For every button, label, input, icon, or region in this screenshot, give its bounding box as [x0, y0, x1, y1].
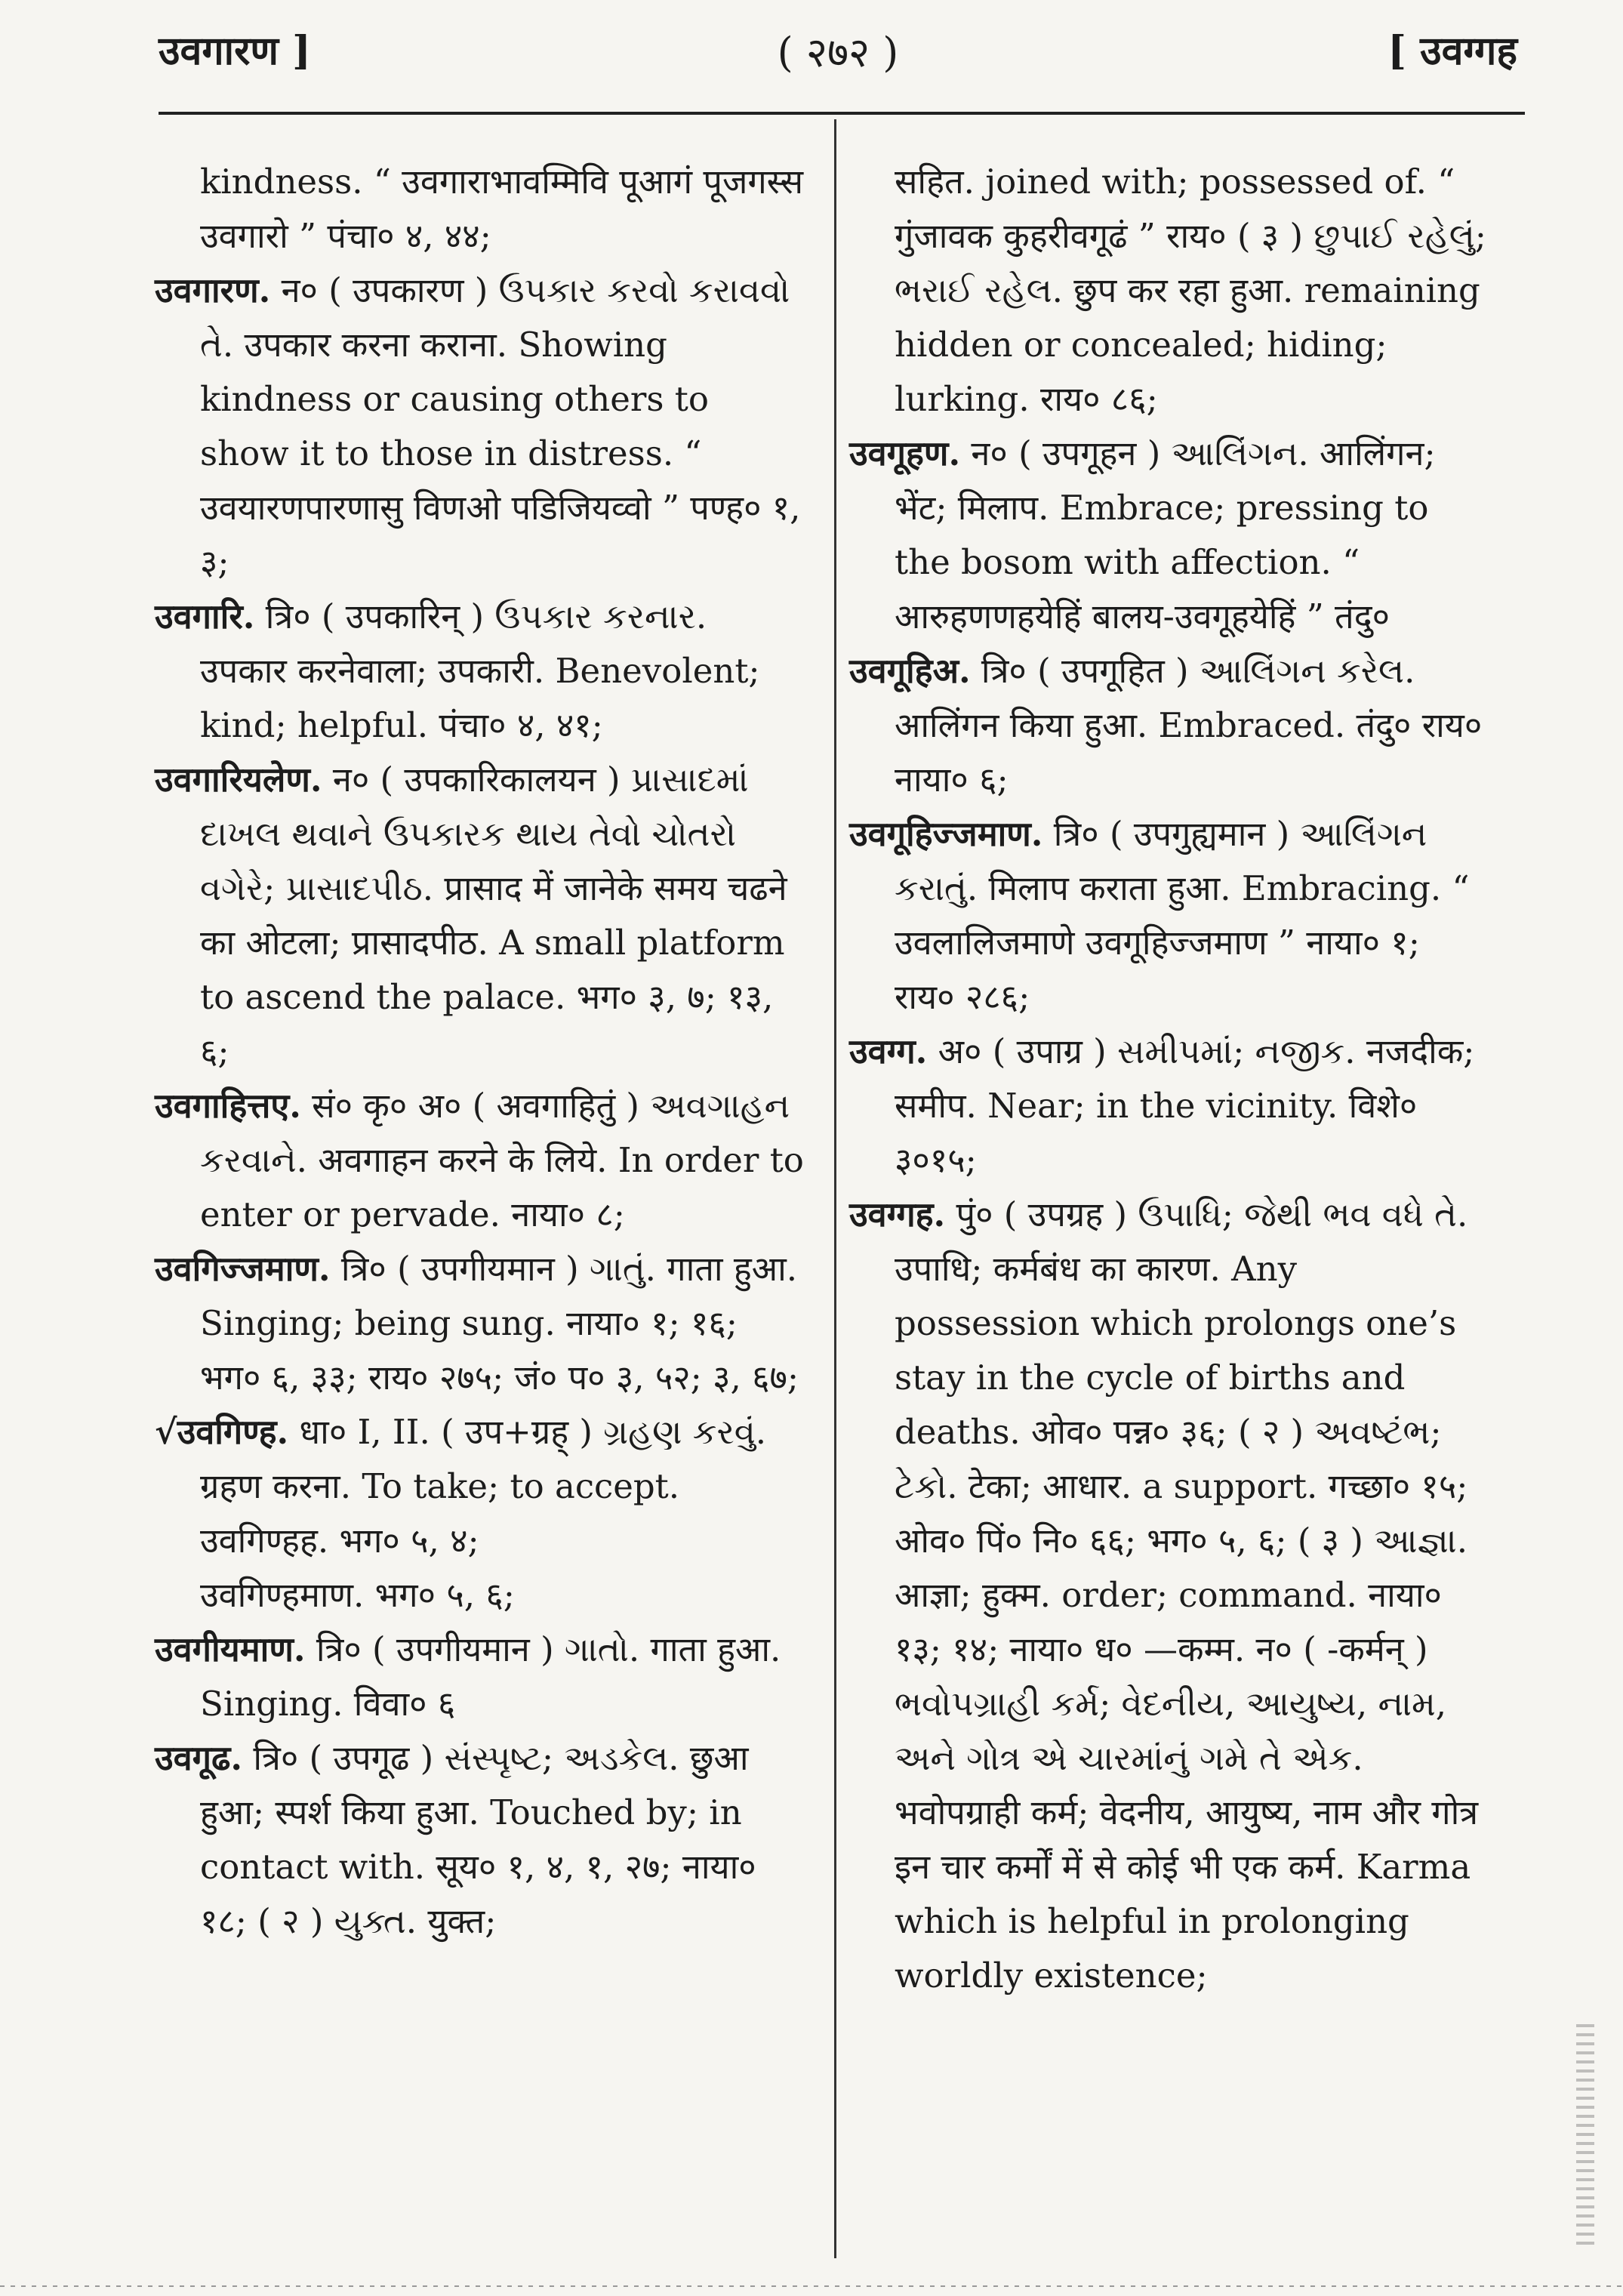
entry-body: धा० I, II. ( उप+ग्रह् ) ગ્રહણ કરવું. ग्रहण करना. To take; to accept. [200, 1412, 767, 1506]
entry-headword: उवग्ग. [849, 1031, 928, 1071]
entry-headword: उवगूहिज्जमाण. [849, 814, 1043, 854]
entry-body: त्रि० ( उपगीयमान ) ગાતું. गाता हुआ. Singing; being sung. नाया० १; १६; भग० ६, ३३; राय० २७५; जं० प० ३, ५२; ३, ६७; [200, 1249, 799, 1398]
entry-body: त्रि० ( उपगूहित ) આલિંગન કરેલ. आलिंगन किया हुआ. Embraced. तंदु० राय० नाया० ६; [895, 651, 1483, 800]
entry-body: त्रि० ( उपगुह्यमान ) આલિંગન કરાતું. मिलाप कराता हुआ. Embracing. “ उवलालिजमाणे उवगूहिज्जमाण ” नाया० १; राय० २८६; [895, 814, 1470, 1017]
entry-body: त्रि० ( उपगीयमान ) ગાતો. गाता हुआ. Singing. विवा० ६ [200, 1629, 781, 1724]
entry-headword: उवगारि. [155, 596, 255, 636]
dictionary-entry [155, 1242, 804, 1405]
entry-body: अ० ( उपाग्र ) સમીપમાં; નજીક. नजदीक; समीप. Near; in the vicinity. विशे० ३०१५; [895, 1031, 1475, 1180]
entry-headword: उवगूहिअ. [849, 651, 971, 691]
dictionary-entry [155, 264, 804, 590]
entry-subform: उवगिण्हमाण. भग० ५, ६; [200, 1575, 515, 1615]
entry-continuation: सहित. joined with; possessed of. “ गुंजावक कुहरीवगूढं ” राय० ( ३ ) છુપાઈ રહેલું; ભરાઈ રહેલ. छुप कर रहा हुआ. remaining hidden or concealed; hiding; lurking. राय० ८६; [895, 162, 1486, 419]
left-column [155, 155, 804, 1949]
page-header [159, 23, 1517, 83]
entry-headword: √उवगिण्ह. [155, 1412, 289, 1452]
entry-headword: उवग्गह. [849, 1194, 946, 1234]
entry-headword: उवगीयमाण. [155, 1629, 306, 1669]
dictionary-entry [849, 644, 1487, 807]
entry-headword: उवगूहण. [849, 433, 961, 473]
dictionary-entry [155, 1731, 804, 1949]
entry-headword: उवगूढ. [155, 1738, 243, 1778]
entry-body: त्रि० ( उपकारिन् ) ઉપકાર કરનાર. उपकार करनेवाला; उपकारी. Benevolent; kind; helpful. पंचा० ४, ४१; [200, 596, 760, 745]
bottom-edge-line [0, 2285, 1623, 2287]
page-number: ( २७२ ) [777, 29, 899, 76]
right-column [849, 155, 1487, 2003]
entry-headword: उवगिज्जमाण. [155, 1249, 331, 1289]
entry-continuation: kindness. “ उवगाराभावम्मिवि पूआगं पूजगस्स उवगारो ” पंचा० ४, ४४; [200, 162, 804, 256]
entry-body: त्रि० ( उपगूढ ) સંસ્પૃષ્ટ; અડકેલ. छुआ हुआ; स्पर्श किया हुआ. Touched by; in contact with. सूय० १, ४, १, २७; नाया० १८; ( २ ) યુક્ત. युक्त; [200, 1738, 756, 1941]
entry-body: न० ( उपकारिकालयन ) પ્રાસાદમાં દાખલ થવાને ઉપકારક થાય તેવો ચોતરો વગેરે; પ્રાસાદપીઠ. प्रासाद में जानेके समय चढने का ओटला; प्रासादपीठ. A small platform to ascend the palace. भग० ३, ७; १३, ६; [200, 760, 787, 1071]
edge-noise [1576, 2024, 1594, 2251]
header-rule [159, 112, 1525, 115]
dictionary-entry [155, 590, 804, 753]
entry-subform: उवगिण्हह. भग० ५, ४; [200, 1521, 479, 1561]
entry-body: न० ( उपकारण ) ઉપકાર કરવો કરાવવો તે. उपकार करना कराना. Showing kindness or causing others to show it to those in distress. “ उवयारणपारणासु विणओ पडिजियव्वो ” पण्ह० १, ३; [200, 270, 801, 582]
dictionary-entry [849, 427, 1487, 644]
dictionary-entry [155, 1079, 804, 1242]
dictionary-entry [849, 1188, 1487, 2003]
dictionary-entry [849, 807, 1487, 1025]
dictionary-entry [155, 1623, 804, 1731]
entry-headword: उवगारियलेण. [155, 760, 322, 800]
header-right-guideword: [ उवग्गह [1387, 28, 1517, 74]
entry-body: सं० कृ० अ० ( अवगाहितुं ) અવગાહન કરવાને. अवगाहन करने के लिये. In order to enter or pervade. नाया० ८; [200, 1086, 804, 1234]
entry-headword: उवगारण. [155, 270, 271, 310]
dictionary-entry [155, 1405, 804, 1514]
dictionary-entry [849, 1025, 1487, 1188]
entry-body: पुं० ( उपग्रह ) ઉપાધિ; જેથી ભવ વધે તે. उपाधि; कर्मबंध का कारण. Any possession which prolongs one’s stay in the cycle of births and deaths. ओव० पन्न० ३६; ( २ ) અવષ્ટંભ; ટેકો. टेका; आधार. a support. गच्छा० १५; ओव० पिं० नि० ६६; भग० ५, ६; ( ३ ) આજ્ઞા. आज्ञा; हुक्म. order; command. नाया० १३; १४; नाया० ध० —कम्म. न० ( -कर्मन् ) ભવોપગ્રાહી કર્મ; વેદનીય, આયુષ્ય, નામ, અને ગોત્ર એ ચારમાંનું ગમે તે એક. भवोपग्राही कर्म; वेदनीय, आयुष्य, नाम और गोत्र इन चार कर्मों में से कोई भी एक कर्म. Karma which is helpful in prolonging worldly existence; [895, 1194, 1479, 1996]
header-left-guideword: उवगारण ] [159, 28, 311, 74]
dictionary-entry [155, 753, 804, 1079]
entry-body: न० ( उपगूहन ) આલિંગન. आलिंगन; भेंट; मिलाप. Embrace; pressing to the bosom with affection. “ आरुहणणहयेहिं बालय-उवगूहयेहिं ” तंदु० [895, 433, 1436, 636]
entry-headword: उवगाहित्तए. [155, 1086, 301, 1126]
column-divider [834, 119, 836, 2258]
